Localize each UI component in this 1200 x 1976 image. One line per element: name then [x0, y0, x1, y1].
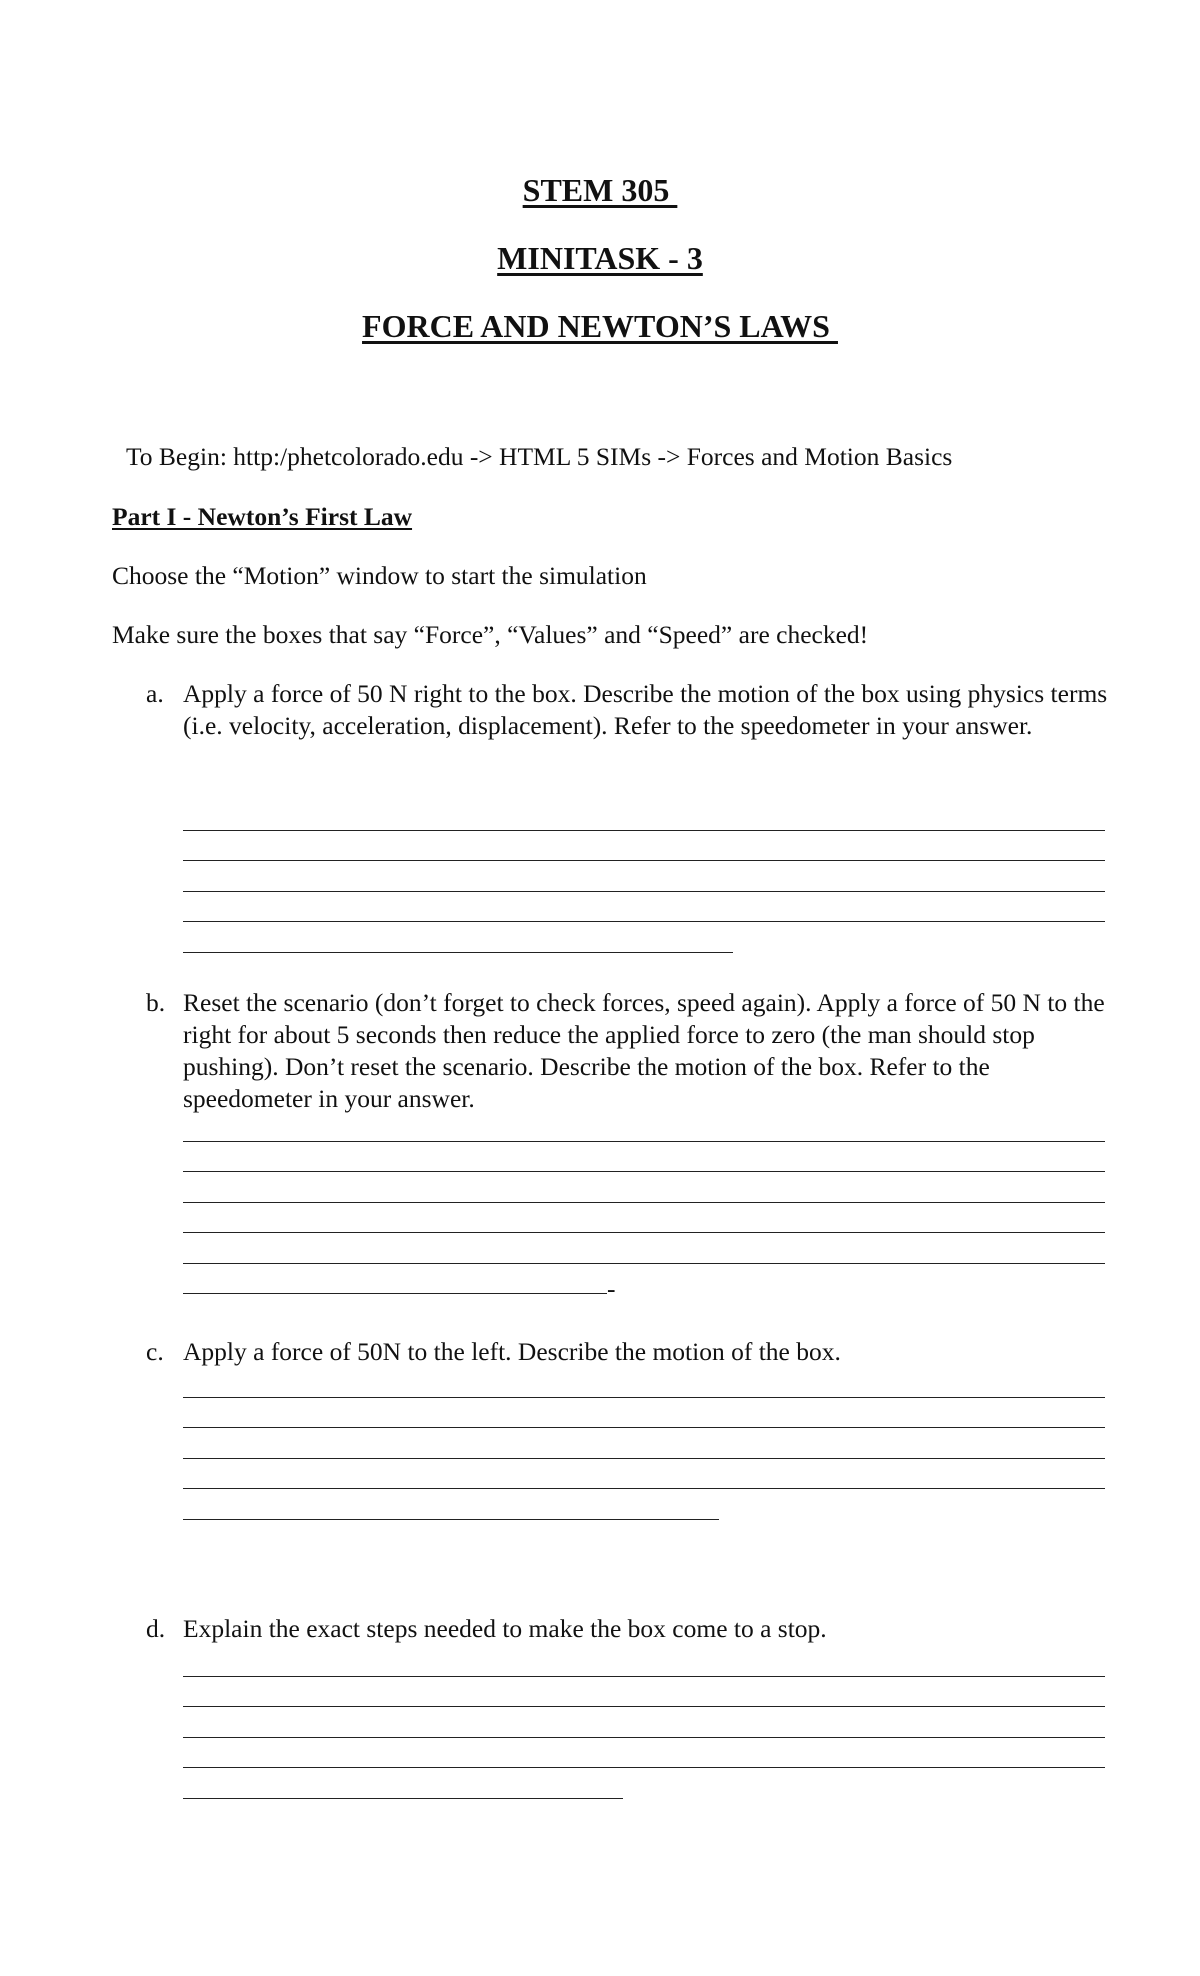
answer-line	[183, 1233, 1105, 1264]
answer-line	[183, 1398, 1105, 1429]
answer-line	[183, 800, 1105, 831]
answer-line	[183, 1264, 607, 1295]
question-d-marker: d.	[146, 1614, 166, 1643]
answer-area-a[interactable]	[183, 800, 1105, 953]
answer-line	[183, 1111, 1105, 1142]
answer-area-b[interactable]	[183, 1111, 1105, 1294]
answer-line	[183, 1142, 1105, 1173]
answer-line	[183, 1428, 1105, 1459]
answer-line	[183, 1738, 1105, 1769]
answer-area-d[interactable]	[183, 1646, 1105, 1799]
answer-line	[183, 1203, 1105, 1234]
answer-line	[183, 831, 1105, 862]
question-c-text: Apply a force of 50N to the left. Describe the motion of the box.	[183, 1337, 841, 1366]
answer-line	[183, 861, 1105, 892]
answer-line	[183, 1646, 1105, 1677]
answer-line	[183, 1459, 1105, 1490]
question-d-text: Explain the exact steps needed to make the box come to a stop.	[183, 1614, 827, 1643]
choose-instruction: Choose the “Motion” window to start the simulation	[112, 561, 647, 590]
answer-line	[183, 1489, 719, 1520]
answer-line	[183, 892, 1105, 923]
answer-line	[183, 1367, 1105, 1398]
question-c-marker: c.	[146, 1337, 164, 1366]
question-a-marker: a.	[146, 679, 164, 708]
begin-instructions: To Begin: http:/phetcolorado.edu -> HTML 5 SIMs -> Forces and Motion Basics	[126, 442, 953, 471]
answer-line	[183, 922, 733, 953]
topic-title: FORCE AND NEWTON’S LAWS	[362, 308, 838, 344]
question-a-text: Apply a force of 50 N right to the box. Describe the motion of the box using physics terms (i.e. velocity, acceleration, displacement). Refer to the speedometer in your answer.	[183, 679, 1108, 740]
checkbox-instruction: Make sure the boxes that say “Force”, “Values” and “Speed” are checked!	[112, 620, 869, 649]
answer-area-c[interactable]	[183, 1367, 1105, 1520]
answer-line	[183, 1768, 623, 1799]
question-b-marker: b.	[146, 988, 166, 1017]
part-title: Part I - Newton’s First Law	[112, 502, 413, 531]
trailing-dash: -	[607, 1274, 616, 1303]
course-title: STEM 305	[522, 172, 678, 208]
answer-line	[183, 1677, 1105, 1708]
question-b-text: Reset the scenario (don’t forget to check forces, speed again). Apply a force of 50 N to the right for about 5 seconds then reduce the applied force to zero (the man should stop pushing). Don’t reset the scenario. Describe the motion of the box. Refer to the speedometer in your answer.	[183, 988, 1105, 1113]
task-title: MINITASK - 3	[497, 240, 703, 276]
answer-line	[183, 1172, 1105, 1203]
answer-line	[183, 1707, 1105, 1738]
